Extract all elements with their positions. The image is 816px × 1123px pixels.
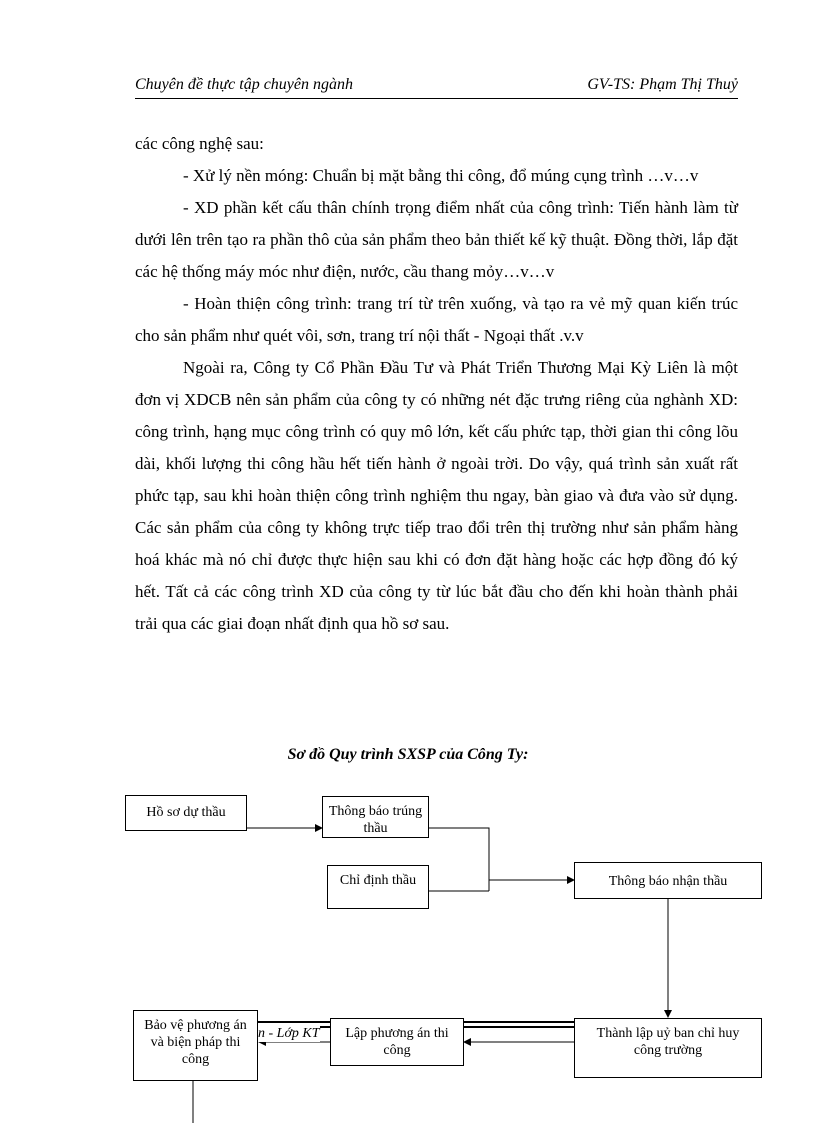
header-instructor: GV-TS: Phạm Thị Thuỷ	[587, 76, 738, 93]
overlap-footer-text: n - Lớp KT	[258, 1026, 320, 1041]
paragraph-foundation: - Xử lý nền móng: Chuẩn bị mặt bằng thi công, đổ múng cụng trình …v…v	[183, 166, 699, 185]
box-thanh-lap-uy-ban: Thành lập uỷ ban chỉ huy công trường	[574, 1018, 762, 1078]
diagram-title: Sơ đồ Quy trình SXSP của Công Ty:	[287, 746, 529, 763]
box-bao-ve-phuong-an: Bảo vệ phương án và biện pháp thi công	[133, 1010, 258, 1081]
paragraph-company: Ngoài ra, Công ty Cổ Phần Đầu Tư và Phát Triển Thương Mại Kỳ Liên là một đơn vị XDCB nên sản phẩm của công ty có những nét đặc trưng riêng của nghành XD: công trình, hạng mục công trình có quy mô lớn, kết cấu phức tạp, thời gian thi công lõu dài, khối lượng thi công hầu hết tiến hành ở ngoài trời. Do vậy, quá trình sản xuất rất phức tạp, sau khi hoàn thiện công trình nghiệm thu ngay, bàn giao và đưa vào sử dụng. Các sản phẩm của công ty không trực tiếp trao đổi trên thị trường như sản phẩm hàng hoá khác mà nó chỉ được thực hiện sau khi có đơn đặt hàng hoặc các hợp đồng đó ký hết. Tất cả các công trình XD của công ty từ lúc bắt đầu cho đến khi hoàn thành phải trải qua các giai đoạn nhất định qua hồ sơ sau.	[135, 358, 738, 633]
paragraph-finishing: - Hoàn thiện công trình: trang trí từ trên xuống, và tạo ra vẻ mỹ quan kiến trúc cho sản phẩm như quét vôi, sơn, trang trí nội thất - Ngoại thất .v.v	[135, 294, 738, 345]
box-thong-bao-trung-thau: Thông báo trúng thầu	[322, 796, 429, 838]
header-course-title: Chuyên đề thực tập chuyên ngành	[135, 76, 353, 93]
paragraph-structure: - XD phần kết cấu thân chính trọng điểm nhất của công trình: Tiến hành làm từ dưới lên trên tạo ra phần thô của sản phẩm theo bản thiết kế kỹ thuật. Đồng thời, lắp đặt các hệ thống máy móc như điện, nước, cầu thang mỏy…v…v	[135, 198, 738, 281]
box-thong-bao-nhan-thau: Thông báo nhận thầu	[574, 862, 762, 899]
box-lap-phuong-an: Lập phương án thi công	[330, 1018, 464, 1066]
box-ho-so-du-thau: Hồ sơ dự thầu	[125, 795, 247, 831]
line-trungthau-merge	[429, 828, 489, 891]
box-chi-dinh-thau: Chỉ định thầu	[327, 865, 429, 909]
paragraph-intro: các công nghệ sau:	[135, 134, 264, 153]
